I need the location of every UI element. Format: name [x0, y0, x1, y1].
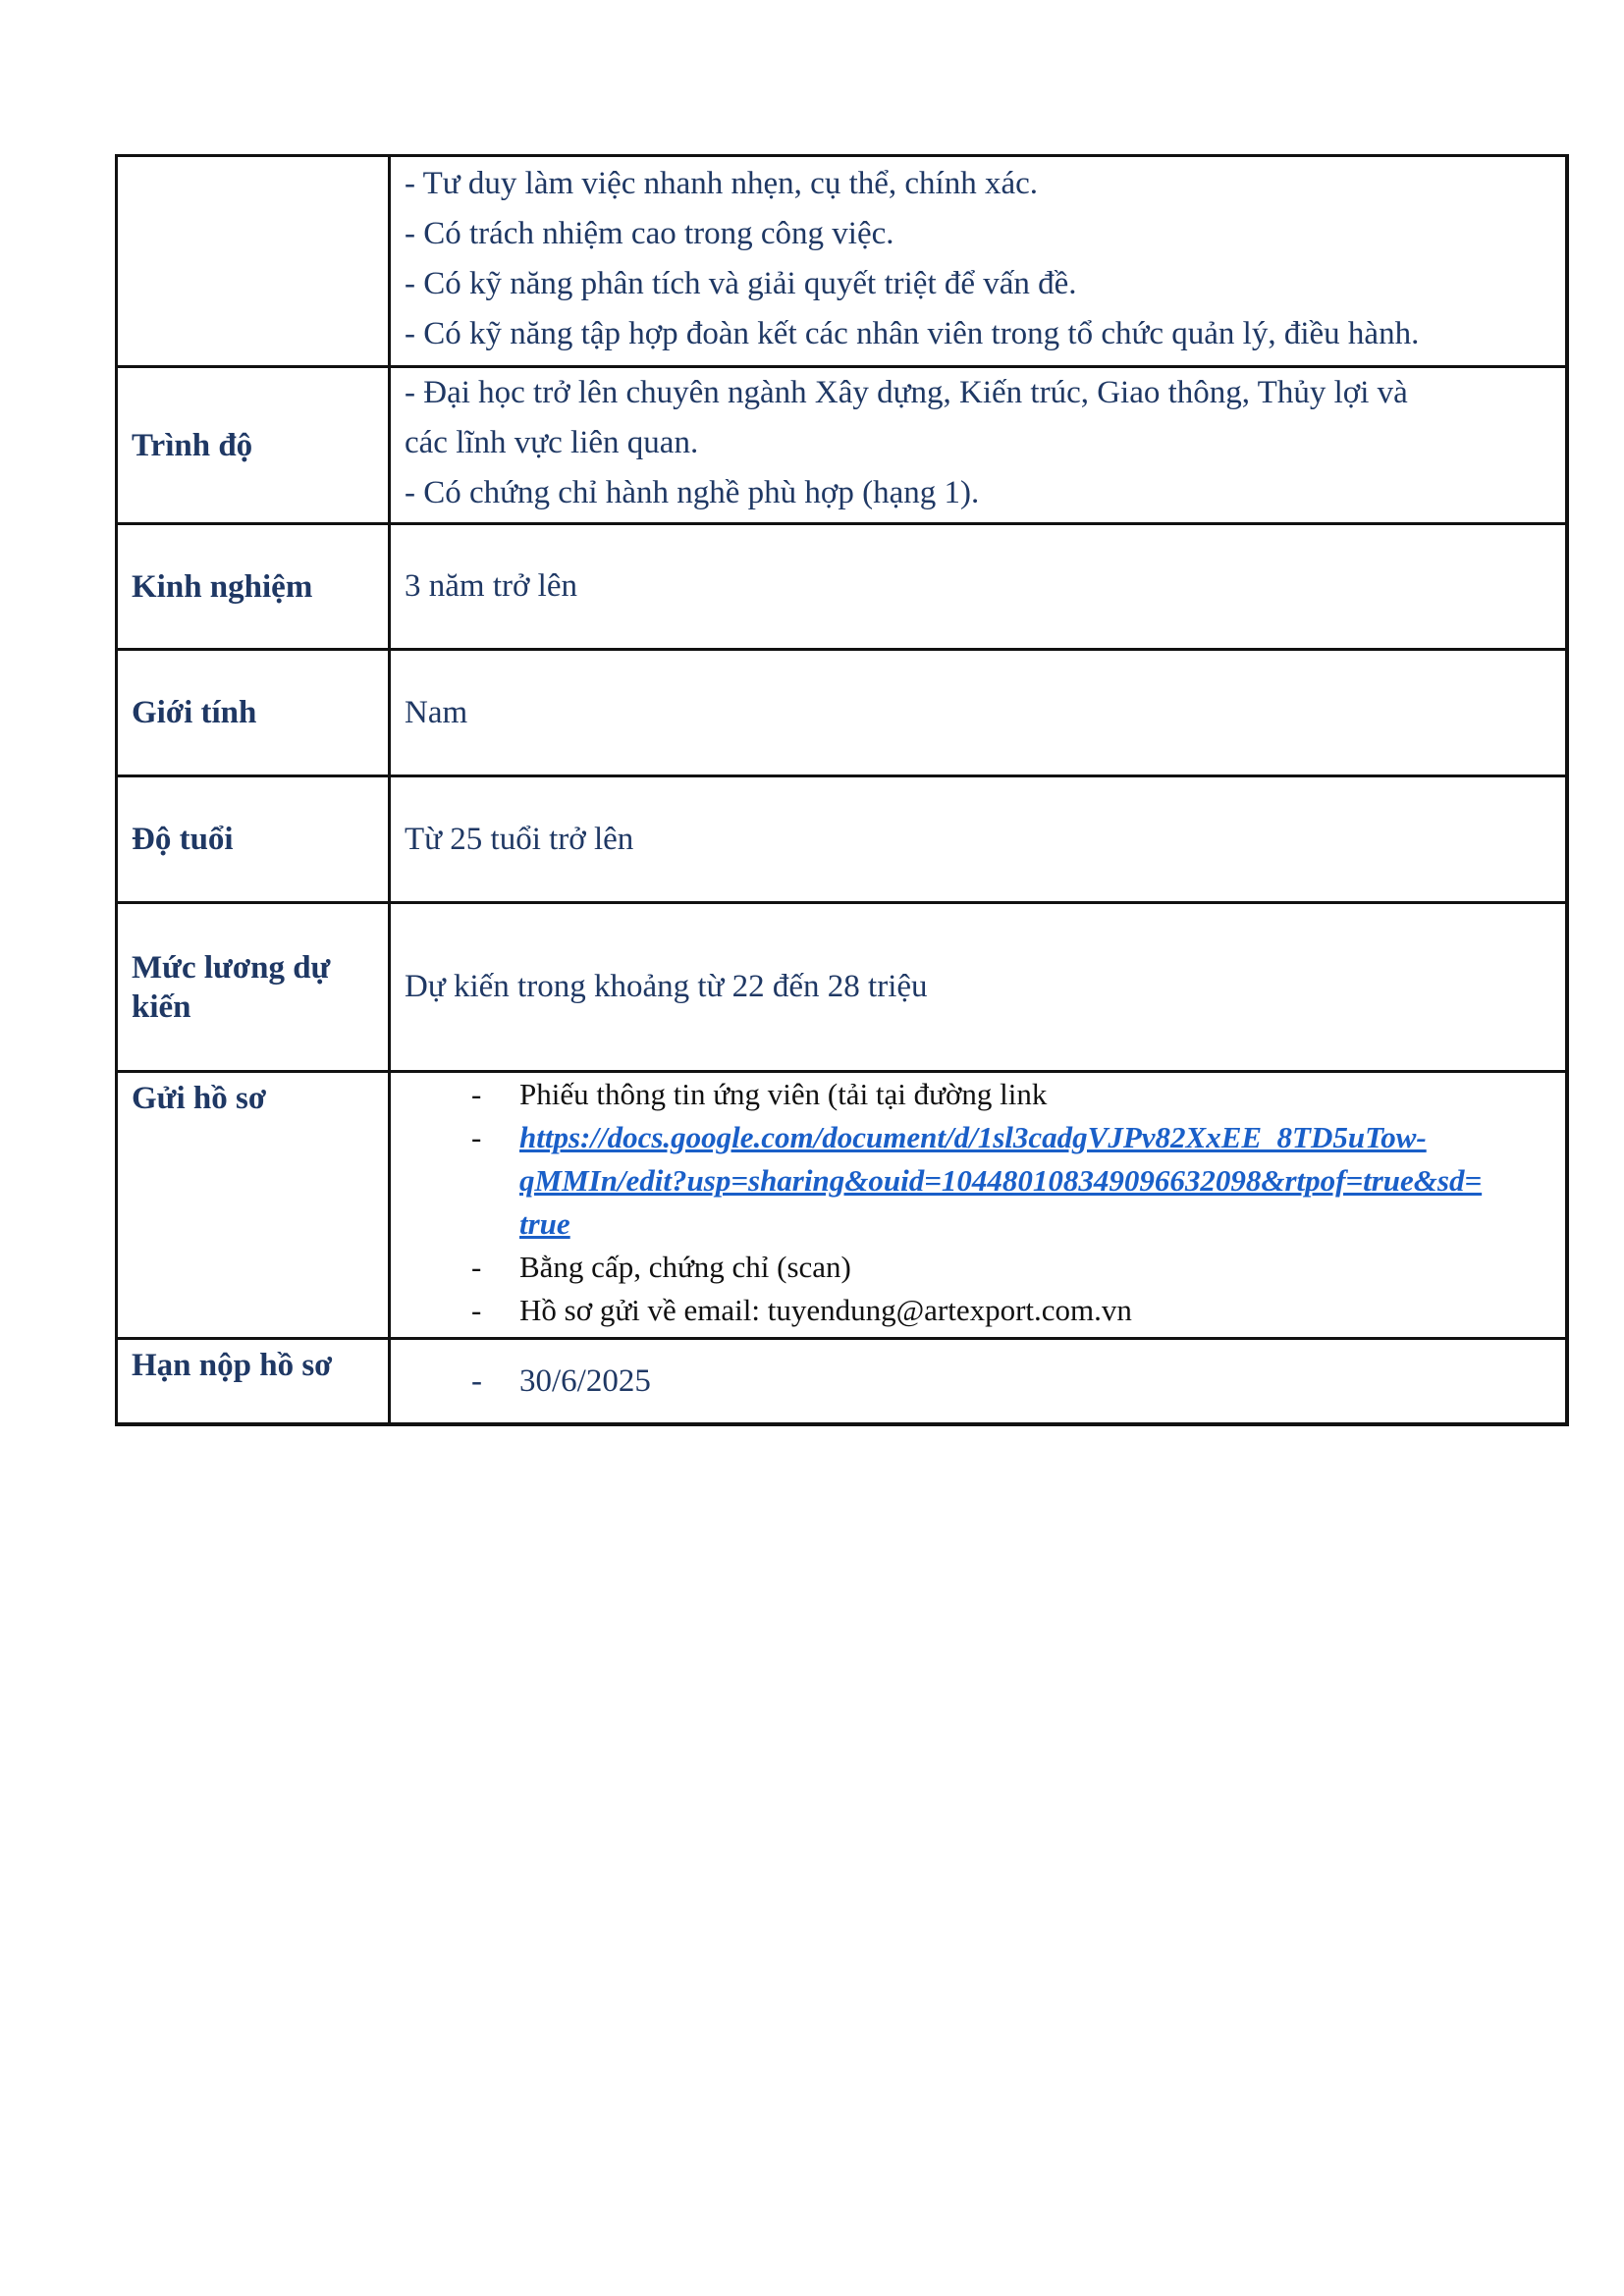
deadline-label: Hạn nộp hồ sơ [132, 1348, 333, 1383]
list-item [133, 1360, 1565, 1403]
dash-marker: - [471, 1293, 482, 1327]
list-item [133, 1073, 1565, 1116]
table-row-gender [118, 649, 1566, 775]
salary-value: Dự kiến trong khoảng từ 22 đến 28 triệu [405, 969, 928, 1004]
education-label: Trình độ [132, 427, 253, 463]
skills-line: - Có trách nhiệm cao trong công việc. [405, 216, 894, 251]
table-row-application [118, 1071, 1566, 1338]
email-text: Hồ sơ gửi về email: tuyendung@artexport.com.vn [519, 1293, 1132, 1327]
form-download-link[interactable] [519, 1120, 1482, 1241]
salary-label-cell [118, 902, 389, 1071]
table-row-salary [118, 902, 1566, 1071]
deadline-value: 30/6/2025 [519, 1363, 651, 1399]
link-line[interactable]: qMMIn/edit?usp=sharing&ouid=104480108349096632098&rtpof=true&sd= [519, 1163, 1483, 1198]
table-row-deadline [118, 1338, 1566, 1423]
skills-line: - Có kỹ năng phân tích và giải quyết triệt để vấn đề. [405, 266, 1077, 301]
education-line: - Có chứng chỉ hành nghề phù hợp (hạng 1). [405, 475, 980, 510]
list-item [133, 1116, 1565, 1246]
education-line: các lĩnh vực liên quan. [405, 425, 699, 460]
skills-line: - Tư duy làm việc nhanh nhẹn, cụ thể, chính xác. [405, 166, 1038, 201]
experience-label: Kinh nghiệm [132, 568, 313, 605]
gender-label-cell [118, 649, 389, 775]
education-label-cell [118, 366, 389, 523]
age-value-cell [389, 775, 1566, 902]
gender-value-cell [389, 649, 1566, 775]
table-row-skills [118, 157, 1566, 366]
list-item [133, 1246, 1565, 1289]
link-line[interactable]: https://docs.google.com/document/d/1sl3cadgVJPv82XxEE_8TD5uTow- [519, 1120, 1427, 1154]
gender-value: Nam [405, 694, 468, 730]
salary-label-line: kiến [132, 988, 191, 1025]
salary-label [118, 948, 388, 1027]
dash-marker: - [471, 1363, 482, 1399]
skills-value-cell [389, 157, 1566, 366]
salary-label-line: Mức lương dự [132, 949, 331, 986]
dash-marker: - [471, 1120, 482, 1154]
table-row-age [118, 775, 1566, 902]
age-label-cell [118, 775, 389, 902]
link-line[interactable]: true [519, 1206, 570, 1241]
dash-marker: - [471, 1077, 482, 1111]
education-line: - Đại học trở lên chuyên ngành Xây dựng, Kiến trúc, Giao thông, Thủy lợi và [405, 375, 1408, 410]
skills-line: - Có kỹ năng tập hợp đoàn kết các nhân viên trong tổ chức quản lý, điều hành. [405, 316, 1420, 351]
dash-marker: - [471, 1250, 482, 1284]
gender-label: Giới tính [132, 695, 257, 730]
table-row-education [118, 366, 1566, 523]
age-label: Độ tuổi [132, 822, 234, 857]
education-value-cell [389, 366, 1566, 523]
application-form-text: Phiếu thông tin ứng viên (tải tại đường link [519, 1077, 1048, 1111]
job-requirements-table [115, 154, 1569, 1426]
certificates-text: Bằng cấp, chứng chỉ (scan) [519, 1250, 851, 1284]
experience-value-cell [389, 523, 1566, 649]
application-value-cell [389, 1071, 1566, 1338]
age-value: Từ 25 tuổi trở lên [405, 821, 634, 857]
table-row-experience [118, 523, 1566, 649]
salary-value-cell [389, 902, 1566, 1071]
experience-label-cell [118, 523, 389, 649]
deadline-value-cell [389, 1338, 1566, 1423]
application-label: Gửi hồ sơ [132, 1081, 267, 1116]
list-item [133, 1289, 1565, 1332]
skills-label-cell [118, 157, 389, 366]
experience-value: 3 năm trở lên [405, 568, 577, 604]
